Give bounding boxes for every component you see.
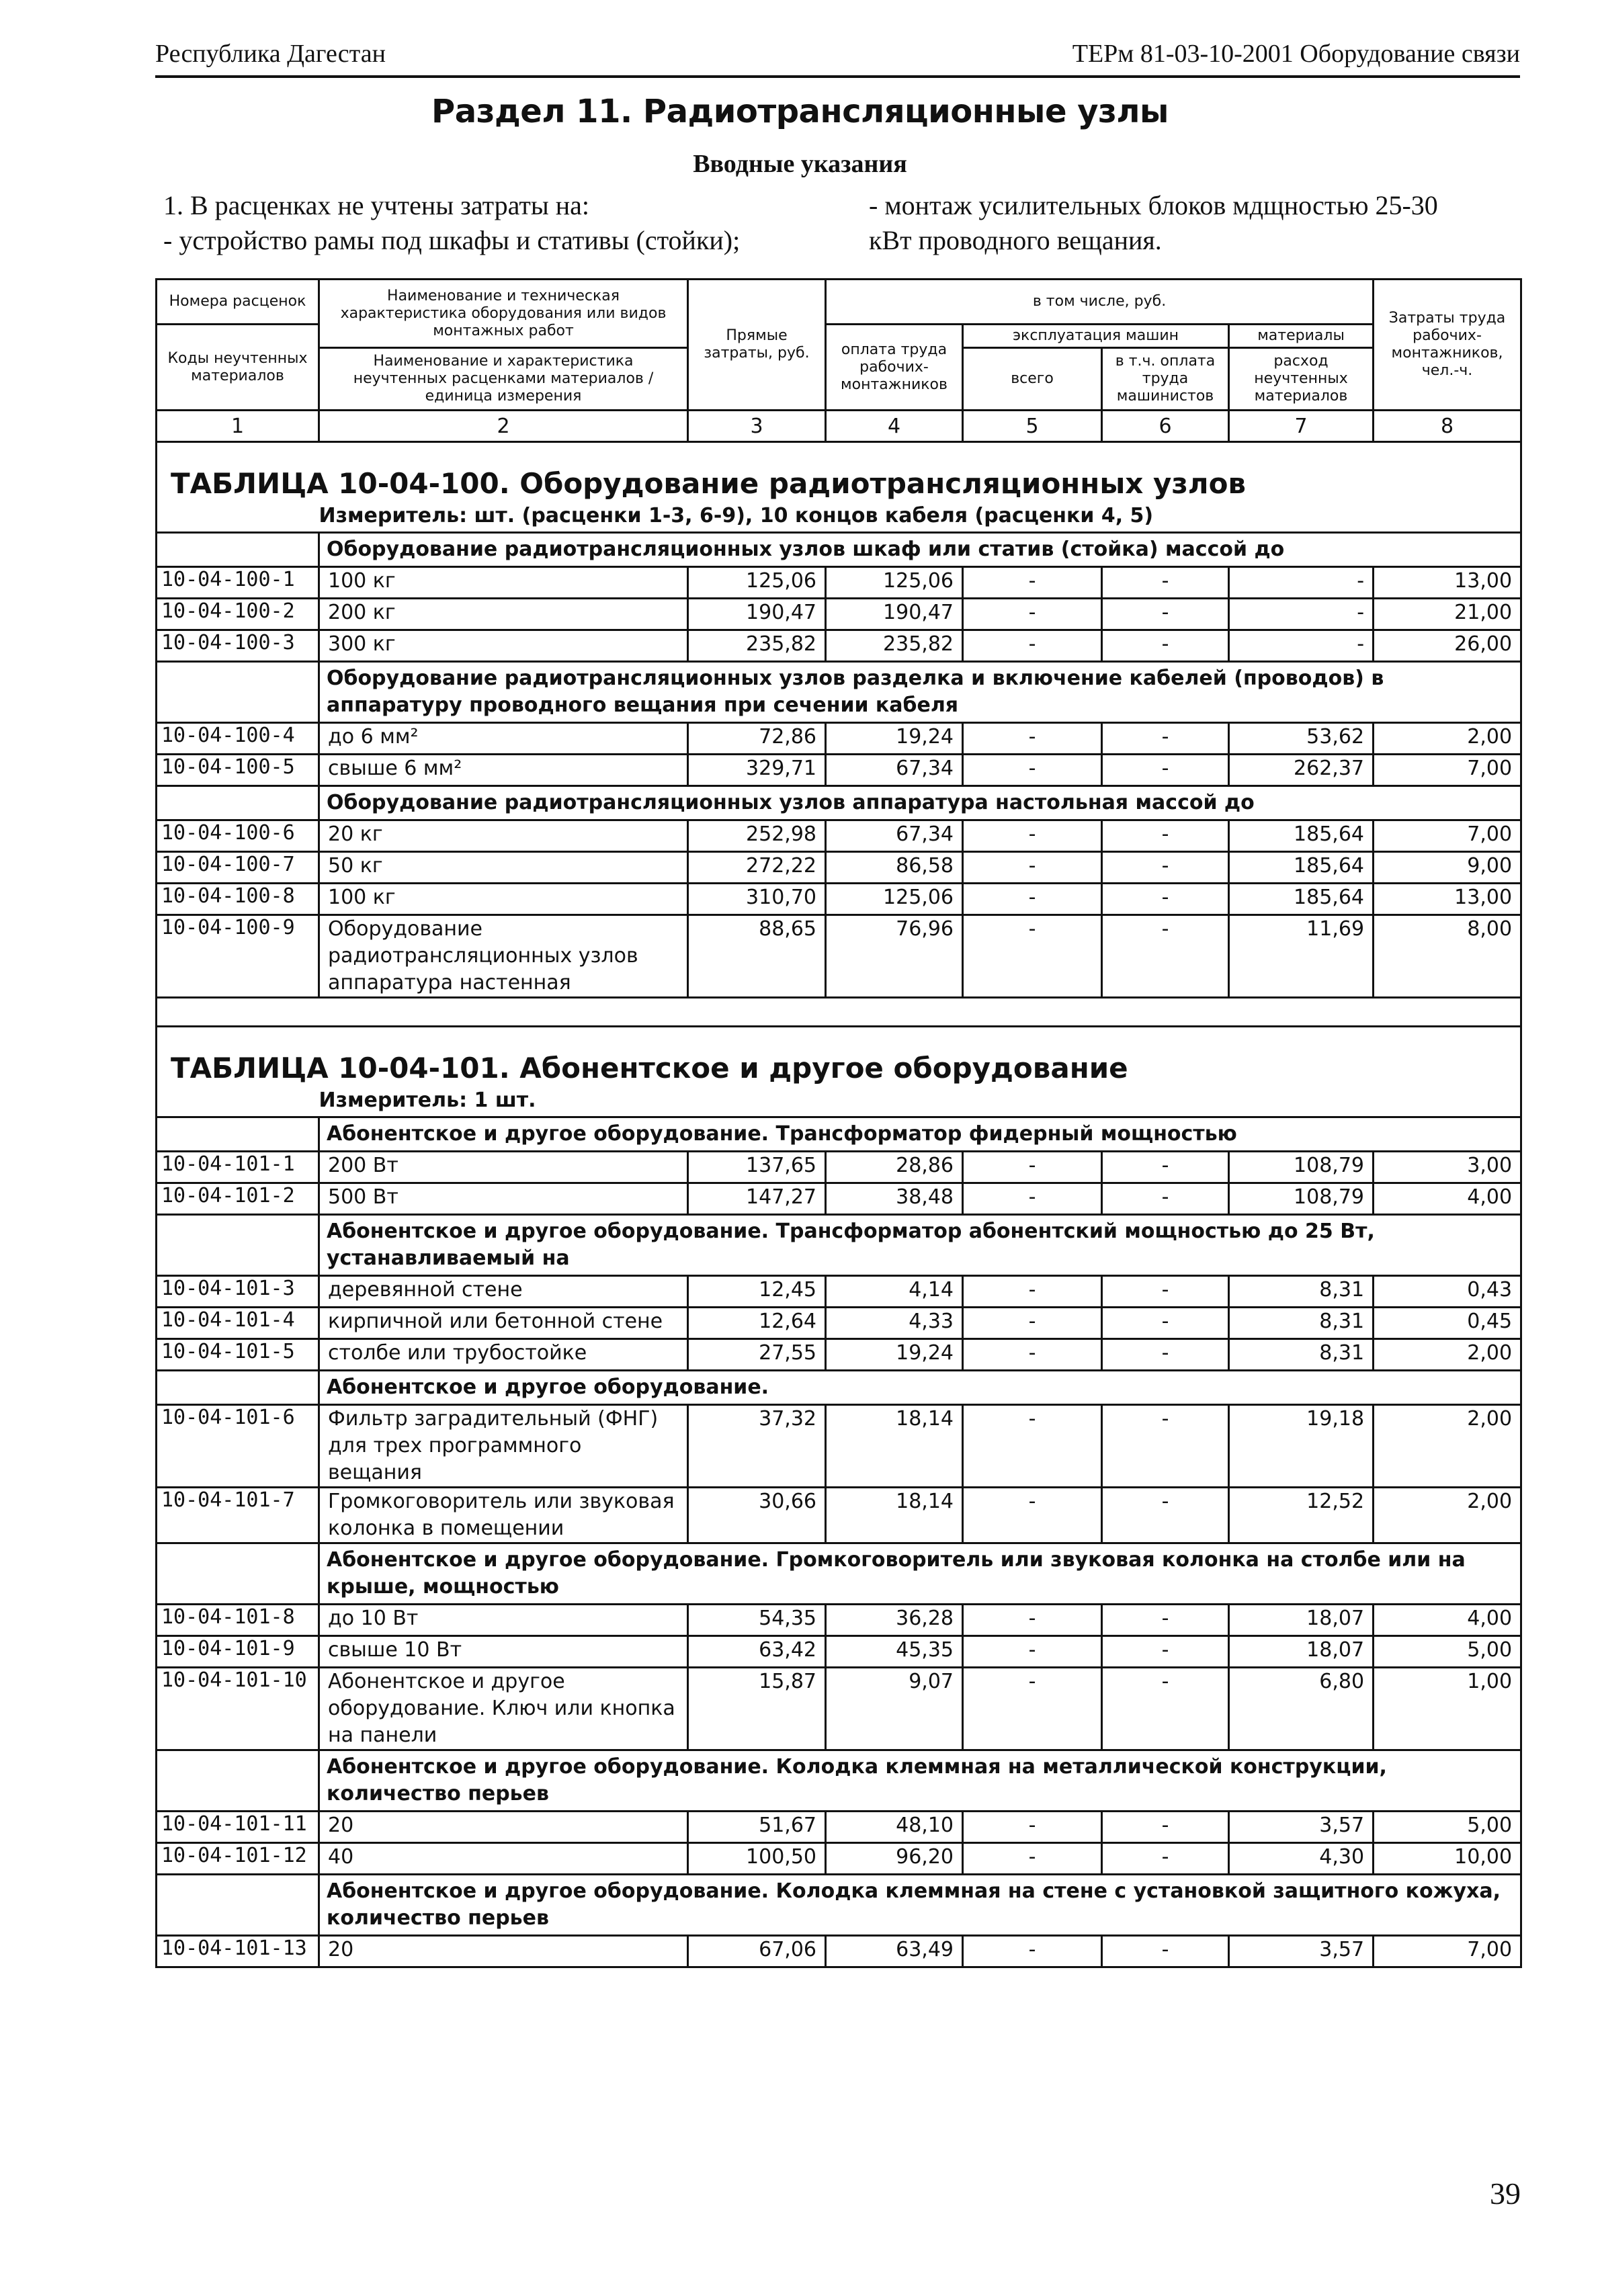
- intro-left-column: [163, 188, 740, 258]
- labor-pay: 125,06: [826, 567, 963, 599]
- labor-hours: 5,00: [1374, 1812, 1521, 1843]
- direct-costs: 27,55: [688, 1339, 826, 1371]
- group-heading-indent: [157, 1875, 319, 1936]
- rate-row: [157, 1812, 1521, 1843]
- group-heading-row: [157, 1543, 1521, 1605]
- direct-costs: 137,65: [688, 1152, 826, 1183]
- labor-hours: 1,00: [1374, 1668, 1521, 1750]
- direct-costs: 67,06: [688, 1936, 826, 1967]
- machines-total: -: [963, 1936, 1102, 1967]
- column-number: 2: [319, 411, 688, 442]
- labor-hours: 21,00: [1374, 599, 1521, 630]
- machines-total: -: [963, 1183, 1102, 1215]
- labor-hours: 8,00: [1374, 915, 1521, 998]
- intro-left-line-1: 1. В расценках не учтены затраты на:: [163, 190, 589, 220]
- header-machines: эксплуатация машин: [963, 325, 1229, 348]
- rate-row: [157, 1936, 1521, 1967]
- rate-name: 20: [319, 1812, 688, 1843]
- machines-labor: -: [1102, 567, 1229, 599]
- rate-name: свыше 6 мм²: [319, 755, 688, 786]
- column-number: 6: [1102, 411, 1229, 442]
- group-heading: Оборудование радиотрансляционных узлов разделка и включение кабелей (проводов) в аппаратуру проводного вещания при сечении кабеля: [319, 662, 1521, 723]
- direct-costs: 88,65: [688, 915, 826, 998]
- machines-labor: -: [1102, 599, 1229, 630]
- rate-row: [157, 630, 1521, 662]
- meter-indent: [157, 504, 319, 533]
- machines-labor: -: [1102, 1152, 1229, 1183]
- labor-pay: 28,86: [826, 1152, 963, 1183]
- labor-pay: 48,10: [826, 1812, 963, 1843]
- group-heading: Абонентское и другое оборудование. Трансформатор абонентский мощностью до 25 Вт, устанавливаемый на: [319, 1215, 1521, 1276]
- rate-name: Оборудование радиотрансляционных узлов аппаратура настенная: [319, 915, 688, 998]
- machines-total: -: [963, 1605, 1102, 1636]
- group-heading: Абонентское и другое оборудование.: [319, 1371, 1521, 1405]
- group-heading-indent: [157, 662, 319, 723]
- rate-row: [157, 755, 1521, 786]
- header-machines-labor: в т.ч. оплата труда машинистов: [1102, 348, 1229, 411]
- labor-hours: 2,00: [1374, 1339, 1521, 1371]
- labor-hours: 7,00: [1374, 820, 1521, 852]
- rate-code: 10-04-101-9: [157, 1636, 319, 1668]
- rate-name: деревянной стене: [319, 1276, 688, 1308]
- labor-hours: 10,00: [1374, 1843, 1521, 1875]
- materials: 18,07: [1229, 1605, 1374, 1636]
- direct-costs: 147,27: [688, 1183, 826, 1215]
- rate-code: 10-04-101-8: [157, 1605, 319, 1636]
- materials: 185,64: [1229, 884, 1374, 915]
- labor-pay: 4,33: [826, 1308, 963, 1339]
- machines-total: -: [963, 1668, 1102, 1750]
- machines-total: -: [963, 1636, 1102, 1668]
- machines-labor: -: [1102, 820, 1229, 852]
- labor-pay: 67,34: [826, 755, 963, 786]
- labor-hours: 2,00: [1374, 723, 1521, 755]
- machines-total: -: [963, 884, 1102, 915]
- machines-labor: -: [1102, 1936, 1229, 1967]
- group-heading-indent: [157, 1117, 319, 1152]
- direct-costs: 100,50: [688, 1843, 826, 1875]
- direct-costs: 272,22: [688, 852, 826, 884]
- column-number: 8: [1374, 411, 1521, 442]
- table-spacer-row: [157, 998, 1521, 1027]
- machines-labor: -: [1102, 884, 1229, 915]
- rate-code: 10-04-101-4: [157, 1308, 319, 1339]
- materials: -: [1229, 630, 1374, 662]
- rate-name: Громкоговоритель или звуковая колонка в помещении: [319, 1488, 688, 1543]
- machines-total: -: [963, 567, 1102, 599]
- machines-total: -: [963, 1843, 1102, 1875]
- machines-labor: -: [1102, 630, 1229, 662]
- labor-pay: 36,28: [826, 1605, 963, 1636]
- materials: 53,62: [1229, 723, 1374, 755]
- materials: 11,69: [1229, 915, 1374, 998]
- machines-labor: -: [1102, 1183, 1229, 1215]
- table-meter-row: [157, 1089, 1521, 1117]
- group-heading-row: [157, 1117, 1521, 1152]
- intro-right-line-2: кВт проводного вещания.: [869, 225, 1162, 255]
- rate-row: [157, 852, 1521, 884]
- labor-pay: 96,20: [826, 1843, 963, 1875]
- group-heading-row: [157, 662, 1521, 723]
- group-heading-indent: [157, 533, 319, 567]
- table-spacer: [157, 998, 1521, 1027]
- direct-costs: 235,82: [688, 630, 826, 662]
- rate-name: 40: [319, 1843, 688, 1875]
- group-heading-indent: [157, 786, 319, 820]
- rate-name: столбе или трубостойке: [319, 1339, 688, 1371]
- rate-name: 100 кг: [319, 567, 688, 599]
- rate-row: [157, 1668, 1521, 1750]
- machines-total: -: [963, 852, 1102, 884]
- machines-total: -: [963, 755, 1102, 786]
- direct-costs: 310,70: [688, 884, 826, 915]
- header-row-1: [157, 280, 1521, 325]
- rate-code: 10-04-101-3: [157, 1276, 319, 1308]
- machines-total: -: [963, 1488, 1102, 1543]
- labor-pay: 38,48: [826, 1183, 963, 1215]
- labor-pay: 4,14: [826, 1276, 963, 1308]
- labor-hours: 7,00: [1374, 1936, 1521, 1967]
- direct-costs: 51,67: [688, 1812, 826, 1843]
- labor-hours: 13,00: [1374, 567, 1521, 599]
- group-heading-row: [157, 786, 1521, 820]
- rate-row: [157, 1843, 1521, 1875]
- rate-code: 10-04-100-9: [157, 915, 319, 998]
- rate-name: 20: [319, 1936, 688, 1967]
- rate-name: до 10 Вт: [319, 1605, 688, 1636]
- materials: 3,57: [1229, 1812, 1374, 1843]
- labor-pay: 190,47: [826, 599, 963, 630]
- header-materials-unaccounted: расход неучтенных материалов: [1229, 348, 1374, 411]
- column-numbers-row: [157, 411, 1521, 442]
- machines-labor: -: [1102, 1812, 1229, 1843]
- machines-total: -: [963, 1339, 1102, 1371]
- rate-row: [157, 1339, 1521, 1371]
- rate-name: 50 кг: [319, 852, 688, 884]
- labor-pay: 9,07: [826, 1668, 963, 1750]
- materials: 108,79: [1229, 1152, 1374, 1183]
- column-number: 7: [1229, 411, 1374, 442]
- intro-right-column: [869, 188, 1438, 258]
- labor-pay: 19,24: [826, 723, 963, 755]
- rate-code: 10-04-101-2: [157, 1183, 319, 1215]
- machines-total: -: [963, 599, 1102, 630]
- labor-pay: 125,06: [826, 884, 963, 915]
- column-number: 1: [157, 411, 319, 442]
- materials: 12,52: [1229, 1488, 1374, 1543]
- header-unaccounted-materials: Наименование и характеристика неучтенных расценками материалов / единица измерения: [319, 348, 688, 411]
- header-machines-total: всего: [963, 348, 1102, 411]
- group-heading: Абонентское и другое оборудование. Громкоговоритель или звуковая колонка на столбе или на крыше, мощностью: [319, 1543, 1521, 1605]
- group-heading: Абонентское и другое оборудование. Колодка клеммная на металлической конструкции, количество перьев: [319, 1750, 1521, 1812]
- rate-row: [157, 884, 1521, 915]
- labor-pay: 45,35: [826, 1636, 963, 1668]
- materials: 3,57: [1229, 1936, 1374, 1967]
- rate-row: [157, 1488, 1521, 1543]
- machines-labor: -: [1102, 915, 1229, 998]
- header-rate-numbers: Номера расценок: [157, 280, 319, 325]
- rate-code: 10-04-100-5: [157, 755, 319, 786]
- header-labor-pay: оплата труда рабочих-монтажников: [826, 325, 963, 411]
- group-heading: Абонентское и другое оборудование. Трансформатор фидерный мощностью: [319, 1117, 1521, 1152]
- machines-labor: -: [1102, 1636, 1229, 1668]
- direct-costs: 329,71: [688, 755, 826, 786]
- materials: -: [1229, 567, 1374, 599]
- rate-code: 10-04-100-2: [157, 599, 319, 630]
- meter-indent: [157, 1089, 319, 1117]
- rate-name: свыше 10 Вт: [319, 1636, 688, 1668]
- group-heading: Оборудование радиотрансляционных узлов аппаратура настольная массой до: [319, 786, 1521, 820]
- group-heading-indent: [157, 1750, 319, 1812]
- running-header: [155, 39, 1520, 74]
- column-number: 3: [688, 411, 826, 442]
- group-heading-indent: [157, 1371, 319, 1405]
- labor-hours: 2,00: [1374, 1405, 1521, 1488]
- rate-row: [157, 1308, 1521, 1339]
- rate-row: [157, 915, 1521, 998]
- table-title: ТАБЛИЦА 10-04-100. Оборудование радиотрансляционных узлов: [157, 442, 1521, 505]
- labor-hours: 4,00: [1374, 1183, 1521, 1215]
- machines-labor: -: [1102, 1605, 1229, 1636]
- rate-code: 10-04-100-3: [157, 630, 319, 662]
- direct-costs: 12,64: [688, 1308, 826, 1339]
- direct-costs: 125,06: [688, 567, 826, 599]
- machines-total: -: [963, 723, 1102, 755]
- rate-row: [157, 599, 1521, 630]
- machines-total: -: [963, 915, 1102, 998]
- labor-hours: 13,00: [1374, 884, 1521, 915]
- intro-left-line-2: - устройство рамы под шкафы и стативы (стойки);: [163, 225, 741, 255]
- machines-labor: -: [1102, 1308, 1229, 1339]
- direct-costs: 15,87: [688, 1668, 826, 1750]
- rate-code: 10-04-101-13: [157, 1936, 319, 1967]
- labor-hours: 7,00: [1374, 755, 1521, 786]
- machines-total: -: [963, 1276, 1102, 1308]
- group-heading-row: [157, 1215, 1521, 1276]
- labor-pay: 18,14: [826, 1488, 963, 1543]
- labor-pay: 63,49: [826, 1936, 963, 1967]
- labor-pay: 19,24: [826, 1339, 963, 1371]
- header-unaccounted-codes: Коды неучтенных материалов: [157, 325, 319, 411]
- page-number: 39: [1490, 2176, 1521, 2211]
- rate-name: до 6 мм²: [319, 723, 688, 755]
- labor-pay: 76,96: [826, 915, 963, 998]
- table-title-row: [157, 1027, 1521, 1089]
- materials: 8,31: [1229, 1339, 1374, 1371]
- labor-hours: 4,00: [1374, 1605, 1521, 1636]
- group-heading-row: [157, 1875, 1521, 1936]
- direct-costs: 54,35: [688, 1605, 826, 1636]
- materials: 8,31: [1229, 1308, 1374, 1339]
- labor-hours: 2,00: [1374, 1488, 1521, 1543]
- rate-name: 300 кг: [319, 630, 688, 662]
- group-heading: Оборудование радиотрансляционных узлов шкаф или статив (стойка) массой до: [319, 533, 1521, 567]
- rate-code: 10-04-101-12: [157, 1843, 319, 1875]
- rate-code: 10-04-100-4: [157, 723, 319, 755]
- header-rule: [155, 75, 1520, 78]
- table-title-row: [157, 442, 1521, 505]
- labor-pay: 67,34: [826, 820, 963, 852]
- direct-costs: 72,86: [688, 723, 826, 755]
- rate-name: 200 кг: [319, 599, 688, 630]
- rate-row: [157, 567, 1521, 599]
- direct-costs: 37,32: [688, 1405, 826, 1488]
- rate-name: кирпичной или бетонной стене: [319, 1308, 688, 1339]
- group-heading-indent: [157, 1215, 319, 1276]
- running-header-region: Республика Дагестан: [155, 40, 386, 68]
- labor-pay: 86,58: [826, 852, 963, 884]
- labor-pay: 235,82: [826, 630, 963, 662]
- rate-name: 500 Вт: [319, 1183, 688, 1215]
- rate-name: Фильтр заградительный (ФНГ) для трех программного вещания: [319, 1405, 688, 1488]
- rate-code: 10-04-100-1: [157, 567, 319, 599]
- group-heading-row: [157, 1371, 1521, 1405]
- rate-row: [157, 1276, 1521, 1308]
- labor-hours: 26,00: [1374, 630, 1521, 662]
- materials: 6,80: [1229, 1668, 1374, 1750]
- machines-labor: -: [1102, 1488, 1229, 1543]
- machines-labor: -: [1102, 1276, 1229, 1308]
- machines-total: -: [963, 1812, 1102, 1843]
- materials: 4,30: [1229, 1843, 1374, 1875]
- rate-code: 10-04-100-8: [157, 884, 319, 915]
- machines-labor: -: [1102, 1843, 1229, 1875]
- materials: 185,64: [1229, 820, 1374, 852]
- direct-costs: 252,98: [688, 820, 826, 852]
- rate-code: 10-04-101-10: [157, 1668, 319, 1750]
- materials: 8,31: [1229, 1276, 1374, 1308]
- rate-code: 10-04-101-1: [157, 1152, 319, 1183]
- rate-name: Абонентское и другое оборудование. Ключ или кнопка на панели: [319, 1668, 688, 1750]
- rate-row: [157, 1405, 1521, 1488]
- machines-total: -: [963, 1308, 1102, 1339]
- group-heading-indent: [157, 1543, 319, 1605]
- header-including: в том числе, руб.: [826, 280, 1374, 325]
- machines-total: -: [963, 1152, 1102, 1183]
- labor-hours: 0,43: [1374, 1276, 1521, 1308]
- direct-costs: 12,45: [688, 1276, 826, 1308]
- table-title: ТАБЛИЦА 10-04-101. Абонентское и другое оборудование: [157, 1027, 1521, 1089]
- rate-code: 10-04-101-6: [157, 1405, 319, 1488]
- materials: 108,79: [1229, 1183, 1374, 1215]
- intro-right-line-1: - монтаж усилительных блоков мдщностью 25-30: [869, 190, 1438, 220]
- materials: 185,64: [1229, 852, 1374, 884]
- group-heading: Абонентское и другое оборудование. Колодка клеммная на стене с установкой защитного кожуха, количество перьев: [319, 1875, 1521, 1936]
- rate-name: 20 кг: [319, 820, 688, 852]
- rate-name: 100 кг: [319, 884, 688, 915]
- machines-labor: -: [1102, 1405, 1229, 1488]
- machines-total: -: [963, 1405, 1102, 1488]
- header-direct-costs: Прямые затраты, руб.: [688, 280, 826, 411]
- group-heading-row: [157, 1750, 1521, 1812]
- labor-hours: 0,45: [1374, 1308, 1521, 1339]
- labor-hours: 3,00: [1374, 1152, 1521, 1183]
- rate-code: 10-04-100-6: [157, 820, 319, 852]
- rate-code: 10-04-100-7: [157, 852, 319, 884]
- header-labor-hours: Затраты труда рабочих-монтажников, чел.-ч.: [1374, 280, 1521, 411]
- column-number: 4: [826, 411, 963, 442]
- rate-row: [157, 1605, 1521, 1636]
- labor-hours: 5,00: [1374, 1636, 1521, 1668]
- machines-labor: -: [1102, 852, 1229, 884]
- header-materials: материалы: [1229, 325, 1374, 348]
- materials: 262,37: [1229, 755, 1374, 786]
- rate-code: 10-04-101-7: [157, 1488, 319, 1543]
- machines-total: -: [963, 630, 1102, 662]
- rate-code: 10-04-101-11: [157, 1812, 319, 1843]
- rate-name: 200 Вт: [319, 1152, 688, 1183]
- direct-costs: 63,42: [688, 1636, 826, 1668]
- machines-total: -: [963, 820, 1102, 852]
- rate-row: [157, 1152, 1521, 1183]
- header-work-name: Наименование и техническая характеристика оборудования или видов монтажных работ: [319, 280, 688, 348]
- machines-labor: -: [1102, 723, 1229, 755]
- machines-labor: -: [1102, 1339, 1229, 1371]
- materials: 18,07: [1229, 1636, 1374, 1668]
- materials: -: [1229, 599, 1374, 630]
- rate-row: [157, 1183, 1521, 1215]
- labor-hours: 9,00: [1374, 852, 1521, 884]
- column-number: 5: [963, 411, 1102, 442]
- table-meter-row: [157, 504, 1521, 533]
- materials: 19,18: [1229, 1405, 1374, 1488]
- rate-row: [157, 723, 1521, 755]
- table-meter: Измеритель: шт. (расценки 1-3, 6-9), 10 концов кабеля (расценки 4, 5): [319, 504, 1521, 533]
- labor-pay: 18,14: [826, 1405, 963, 1488]
- machines-labor: -: [1102, 1668, 1229, 1750]
- section-title: Раздел 11. Радиотрансляционные узлы: [431, 93, 1169, 130]
- rate-code: 10-04-101-5: [157, 1339, 319, 1371]
- rate-row: [157, 1636, 1521, 1668]
- direct-costs: 30,66: [688, 1488, 826, 1543]
- machines-labor: -: [1102, 755, 1229, 786]
- group-heading-row: [157, 533, 1521, 567]
- intro-title: Вводные указания: [693, 150, 907, 178]
- running-header-code: ТЕРм 81-03-10-2001 Оборудование связи: [1072, 40, 1520, 68]
- table-meter: Измеритель: 1 шт.: [319, 1089, 1521, 1117]
- rates-table: [155, 278, 1522, 1968]
- rate-row: [157, 820, 1521, 852]
- direct-costs: 190,47: [688, 599, 826, 630]
